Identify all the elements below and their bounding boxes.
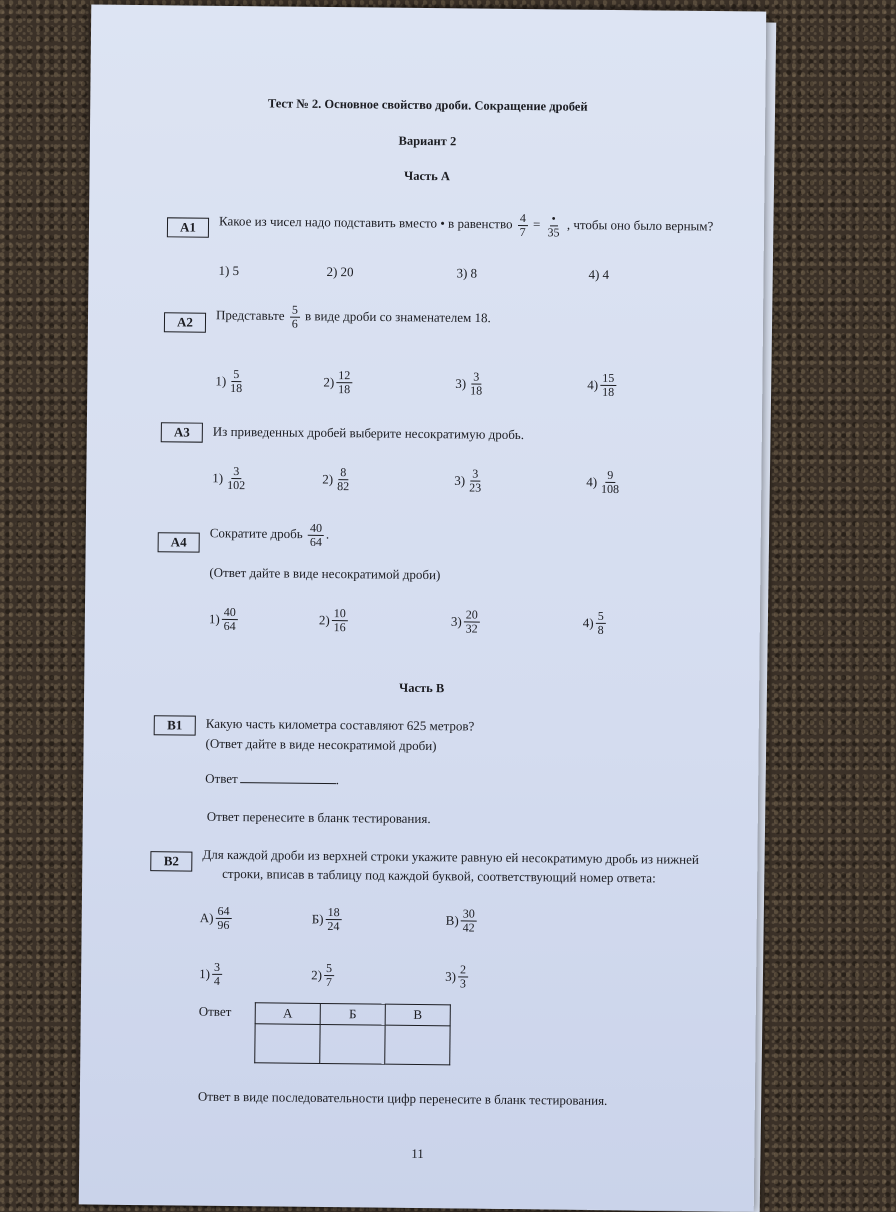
fraction: [212, 961, 222, 988]
denominator: 108: [601, 481, 620, 497]
answer-cell[interactable]: [255, 1024, 320, 1064]
fraction: [215, 905, 231, 932]
option: [586, 469, 623, 496]
item-letter: А): [199, 910, 214, 926]
numerator: 40: [222, 606, 238, 620]
fraction: [308, 522, 324, 549]
option: 3) 8: [456, 265, 478, 281]
denominator: 96: [217, 917, 230, 932]
option: [583, 610, 608, 637]
option: [587, 372, 618, 399]
task-b1-note: (Ответ дайте в виде несократимой дроби): [205, 735, 437, 754]
b1-answer-field[interactable]: [205, 771, 339, 788]
task-a4-question: [210, 521, 330, 549]
page-number: 11: [411, 1145, 424, 1162]
option: [319, 607, 350, 634]
numerator: 5: [324, 962, 334, 976]
option: [454, 467, 485, 494]
fraction: [464, 608, 480, 635]
question-text: Сократите дробь: [209, 525, 303, 542]
denominator: 7: [325, 975, 332, 990]
task-a3-tag: А3: [161, 422, 203, 442]
b1-transfer-note: Ответ перенесите в бланк тестирования.: [206, 808, 431, 827]
b2-transfer-note: Ответ в виде последовательности цифр перенесите в бланк тестирования.: [197, 1088, 608, 1108]
b2-top-item: [446, 907, 479, 934]
fraction: [545, 212, 561, 239]
option-number: 3): [450, 613, 462, 629]
fraction: [335, 466, 351, 493]
task-b2-question-line2: строки, вписав в таблицу под каждой буквой, соответствующий номер ответа:: [222, 865, 656, 886]
option: [455, 370, 486, 397]
fraction: [599, 469, 621, 496]
answer-cell[interactable]: [385, 1025, 450, 1065]
option: 1) 5: [218, 262, 240, 279]
b2-bottom-item: [311, 962, 336, 989]
table-header: Б: [320, 1003, 385, 1025]
b2-answer-table: [254, 1002, 451, 1065]
option-number: 2): [323, 374, 335, 390]
task-b2-question-line1: Для каждой дроби из верхней строки укажите равную ей несократимую дробь из нижней: [202, 846, 699, 867]
item-letter: В): [445, 912, 459, 928]
fraction: [467, 467, 483, 494]
option-number: 1): [215, 373, 227, 389]
numerator: 3: [471, 370, 481, 384]
answer-blank-line[interactable]: [240, 782, 336, 784]
denominator: 24: [327, 919, 340, 934]
denominator: 23: [469, 480, 482, 495]
denominator: 64: [309, 534, 322, 549]
numerator: 5: [290, 304, 300, 318]
denominator: 7: [519, 224, 526, 240]
fraction: [290, 304, 300, 331]
option-number: 1): [212, 470, 224, 486]
task-b1-tag: В1: [154, 715, 196, 735]
option-number: 4): [587, 377, 599, 393]
equals-sign: =: [532, 216, 541, 232]
item-number: 2): [311, 967, 323, 983]
fraction: [518, 212, 528, 239]
numerator: 4: [518, 212, 528, 226]
numerator: 2: [458, 963, 468, 977]
b2-bottom-item: [199, 961, 224, 988]
option-number: 2): [322, 471, 334, 487]
denominator: 35: [547, 225, 560, 240]
option-number: 4): [582, 615, 594, 631]
numerator: 15: [600, 372, 616, 386]
answer-cell[interactable]: [320, 1024, 385, 1064]
task-a1-question: [219, 209, 714, 241]
task-a2-question: [216, 303, 491, 333]
numerator: 3: [470, 467, 480, 481]
b2-bottom-item: [445, 963, 470, 990]
numerator: 30: [461, 907, 477, 921]
denominator: 8: [597, 622, 604, 637]
option: 4) 4: [588, 266, 610, 282]
denominator: 64: [223, 618, 236, 634]
option-number: 1): [208, 611, 220, 627]
numerator: 18: [326, 906, 342, 920]
table-header: В: [385, 1004, 450, 1026]
question-text: , чтобы оно было верным?: [566, 216, 714, 234]
question-text: .: [325, 526, 330, 542]
numerator: 5: [231, 368, 241, 382]
fraction: [468, 370, 484, 397]
option: [212, 465, 249, 492]
option-number: 2): [318, 612, 330, 628]
denominator: 4: [213, 973, 221, 988]
denominator: 102: [227, 477, 246, 493]
numerator: 8: [338, 466, 348, 480]
task-a4-tag: А4: [158, 532, 200, 552]
b2-answer-label: Ответ: [198, 1003, 232, 1020]
part-a-heading: Часть А: [404, 168, 451, 184]
denominator: 82: [337, 479, 350, 494]
numerator: •: [550, 212, 558, 226]
fraction: [228, 368, 244, 395]
option: [451, 608, 482, 635]
answer-end: .: [335, 772, 340, 788]
option-number: 3): [454, 472, 466, 488]
numerator: 9: [605, 469, 615, 483]
item-number: 3): [445, 968, 457, 984]
numerator: 20: [464, 608, 480, 622]
numerator: 40: [308, 522, 324, 536]
denominator: 42: [462, 920, 475, 935]
table-header: А: [255, 1003, 320, 1025]
answer-label: Ответ: [205, 770, 238, 787]
option-number: 4): [586, 474, 598, 490]
option-number: 3): [455, 375, 467, 391]
denominator: 18: [230, 380, 243, 396]
numerator: 10: [332, 607, 348, 621]
option: [322, 466, 353, 493]
numerator: 12: [336, 369, 352, 383]
option: [323, 369, 354, 396]
numerator: 64: [215, 905, 231, 919]
fraction: [596, 610, 606, 637]
question-text: в виде дроби со знаменателем 18.: [304, 308, 491, 326]
denominator: 18: [470, 383, 483, 398]
option: [209, 606, 240, 633]
task-b2-tag: В2: [150, 851, 192, 871]
denominator: 32: [465, 621, 478, 636]
denominator: 3: [459, 976, 466, 991]
denominator: 16: [333, 620, 346, 635]
numerator: 5: [596, 610, 606, 624]
fraction: [458, 963, 468, 990]
fraction: [324, 962, 334, 989]
test-page: [79, 4, 767, 1211]
fraction: [336, 369, 352, 396]
fraction: [222, 606, 238, 633]
task-a2-tag: А2: [164, 312, 206, 332]
b2-top-item: [312, 906, 344, 933]
task-a4-note: (Ответ дайте в виде несократимой дроби): [209, 564, 441, 583]
fraction: [600, 372, 616, 399]
numerator: 3: [212, 961, 222, 975]
item-number: 1): [199, 966, 211, 982]
fraction: [325, 906, 341, 933]
task-a1-tag: А1: [167, 217, 209, 237]
fraction: [461, 907, 477, 934]
item-letter: Б): [311, 911, 324, 927]
option: [215, 368, 246, 395]
denominator: 6: [291, 316, 298, 331]
fraction: [225, 465, 247, 492]
test-title: Тест № 2. Основное свойство дроби. Сокращение дробей: [267, 96, 588, 114]
denominator: 18: [338, 382, 351, 397]
fraction: [332, 607, 348, 634]
question-text: Представьте: [215, 307, 285, 324]
task-a3-question: Из приведенных дробей выберите несократимую дробь.: [212, 423, 525, 443]
task-b1-question: Какую часть километра составляют 625 метров?: [205, 715, 475, 734]
variant-heading: Вариант 2: [398, 133, 457, 149]
b2-top-item: [200, 905, 234, 932]
part-b-heading: Часть В: [398, 680, 445, 696]
numerator: 3: [231, 465, 241, 479]
option: 2) 20: [326, 263, 354, 280]
question-text: Какое из чисел надо подставить вместо • в равенство: [218, 213, 513, 232]
denominator: 18: [602, 384, 615, 399]
